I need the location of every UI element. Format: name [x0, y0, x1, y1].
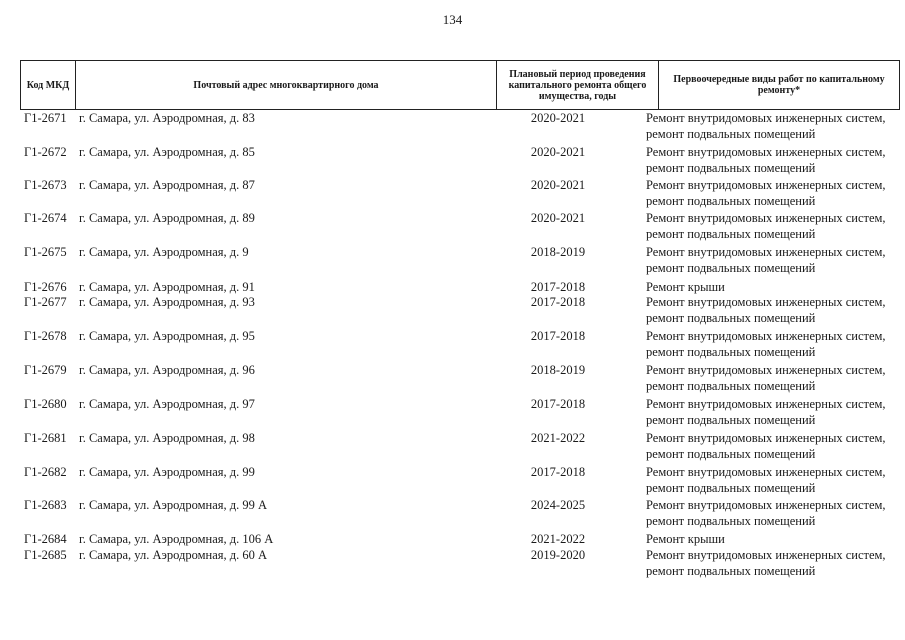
row-works	[646, 328, 901, 360]
row-code: Г1-2675	[24, 245, 67, 259]
row-works-line: Ремонт внутридомовых инженерных систем,	[646, 465, 886, 479]
row-address: г. Самара, ул. Аэродромная, д. 95	[79, 329, 255, 343]
row-works-line: Ремонт крыши	[646, 280, 725, 294]
header-works: Первоочередные виды работ по капитальному ремонту*	[658, 61, 900, 109]
row-works-line: ремонт подвальных помещений	[646, 127, 816, 141]
row-address: г. Самара, ул. Аэродромная, д. 97	[79, 397, 255, 411]
row-period: 2020-2021	[530, 111, 586, 125]
row-code: Г1-2674	[24, 211, 67, 225]
row-works-line: Ремонт внутридомовых инженерных систем,	[646, 431, 886, 445]
row-works-line: ремонт подвальных помещений	[646, 447, 816, 461]
row-address: г. Самара, ул. Аэродромная, д. 87	[79, 178, 255, 192]
row-works	[646, 531, 901, 547]
row-works	[646, 497, 901, 529]
row-address: г. Самара, ул. Аэродромная, д. 96	[79, 363, 255, 377]
row-works-line: Ремонт внутридомовых инженерных систем,	[646, 329, 886, 343]
header-code: Код МКД	[20, 61, 75, 109]
row-code: Г1-2681	[24, 431, 67, 445]
row-period: 2019-2020	[530, 548, 586, 562]
row-works-line: ремонт подвальных помещений	[646, 345, 816, 359]
row-works	[646, 362, 901, 394]
row-works	[646, 279, 901, 295]
row-period: 2018-2019	[530, 363, 586, 377]
row-works-line: ремонт подвальных помещений	[646, 564, 816, 578]
row-period: 2024-2025	[530, 498, 586, 512]
row-works-line: ремонт подвальных помещений	[646, 311, 816, 325]
row-period: 2017-2018	[530, 295, 586, 309]
page-number: 134	[442, 12, 463, 27]
row-period: 2021-2022	[530, 431, 586, 445]
row-address: г. Самара, ул. Аэродромная, д. 85	[79, 145, 255, 159]
row-works-line: ремонт подвальных помещений	[646, 261, 816, 275]
row-works	[646, 430, 901, 462]
row-code: Г1-2683	[24, 498, 67, 512]
row-period: 2020-2021	[530, 211, 586, 225]
row-works-line: ремонт подвальных помещений	[646, 194, 816, 208]
row-code: Г1-2673	[24, 178, 67, 192]
row-works	[646, 294, 901, 326]
row-code: Г1-2677	[24, 295, 67, 309]
row-code: Г1-2684	[24, 532, 67, 546]
row-code: Г1-2682	[24, 465, 67, 479]
row-code: Г1-2679	[24, 363, 67, 377]
row-period: 2017-2018	[530, 329, 586, 343]
row-works-line: ремонт подвальных помещений	[646, 514, 816, 528]
row-address: г. Самара, ул. Аэродромная, д. 93	[79, 295, 255, 309]
row-works-line: ремонт подвальных помещений	[646, 227, 816, 241]
row-works-line: ремонт подвальных помещений	[646, 379, 816, 393]
row-period: 2020-2021	[530, 178, 586, 192]
row-code: Г1-2685	[24, 548, 67, 562]
row-address: г. Самара, ул. Аэродромная, д. 99	[79, 465, 255, 479]
row-address: г. Самара, ул. Аэродромная, д. 99 А	[79, 498, 268, 512]
row-works-line: Ремонт внутридомовых инженерных систем,	[646, 397, 886, 411]
row-address: г. Самара, ул. Аэродромная, д. 60 А	[79, 548, 268, 562]
row-address: г. Самара, ул. Аэродромная, д. 9	[79, 245, 249, 259]
row-works	[646, 144, 901, 176]
row-code: Г1-2672	[24, 145, 67, 159]
row-works	[646, 396, 901, 428]
header-address: Почтовый адрес многоквартирного дома	[75, 61, 496, 109]
row-address: г. Самара, ул. Аэродромная, д. 89	[79, 211, 255, 225]
row-works	[646, 547, 901, 579]
row-code: Г1-2676	[24, 280, 67, 294]
row-works-line: Ремонт внутридомовых инженерных систем,	[646, 295, 886, 309]
row-code: Г1-2678	[24, 329, 67, 343]
row-works	[646, 110, 901, 142]
row-works-line: ремонт подвальных помещений	[646, 481, 816, 495]
row-works-line: Ремонт внутридомовых инженерных систем,	[646, 211, 886, 225]
row-code: Г1-2680	[24, 397, 67, 411]
row-works-line: Ремонт внутридомовых инженерных систем,	[646, 498, 886, 512]
row-works	[646, 464, 901, 496]
row-works-line: Ремонт внутридомовых инженерных систем,	[646, 548, 886, 562]
row-works	[646, 210, 901, 242]
row-works-line: ремонт подвальных помещений	[646, 161, 816, 175]
row-period: 2017-2018	[530, 465, 586, 479]
row-address: г. Самара, ул. Аэродромная, д. 91	[79, 280, 255, 294]
row-works-line: Ремонт внутридомовых инженерных систем,	[646, 111, 886, 125]
row-period: 2017-2018	[530, 280, 586, 294]
row-works	[646, 244, 901, 276]
row-period: 2020-2021	[530, 145, 586, 159]
row-period: 2017-2018	[530, 397, 586, 411]
row-works-line: Ремонт внутридомовых инженерных систем,	[646, 178, 886, 192]
row-address: г. Самара, ул. Аэродромная, д. 83	[79, 111, 255, 125]
row-works-line: ремонт подвальных помещений	[646, 413, 816, 427]
row-period: 2021-2022	[530, 532, 586, 546]
row-address: г. Самара, ул. Аэродромная, д. 106 А	[79, 532, 274, 546]
row-period: 2018-2019	[530, 245, 586, 259]
row-works-line: Ремонт крыши	[646, 532, 725, 546]
row-works	[646, 177, 901, 209]
row-works-line: Ремонт внутридомовых инженерных систем,	[646, 245, 886, 259]
row-works-line: Ремонт внутридомовых инженерных систем,	[646, 363, 886, 377]
row-code: Г1-2671	[24, 111, 67, 125]
header-period: Плановый период проведения капитального ремонта общего имущества, годы	[496, 61, 658, 109]
row-address: г. Самара, ул. Аэродромная, д. 98	[79, 431, 255, 445]
row-works-line: Ремонт внутридомовых инженерных систем,	[646, 145, 886, 159]
